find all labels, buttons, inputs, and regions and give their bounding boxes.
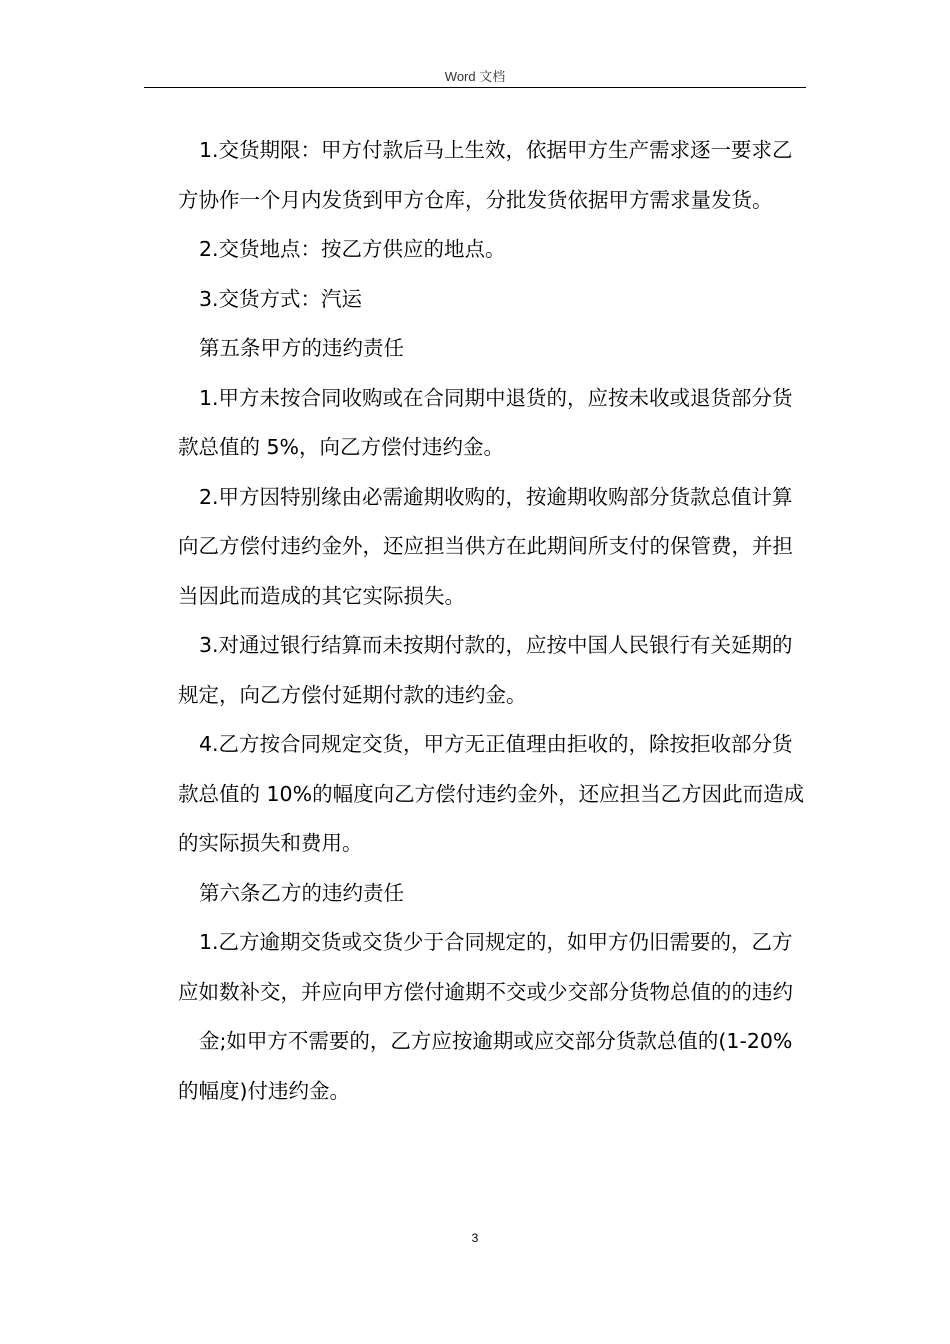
section-heading-party-b-liability: 第六条乙方的违约责任 xyxy=(199,880,404,905)
paragraph-delivery-period: 1.交货期限：甲方付款后马上生效，依据甲方生产需求逐一要求乙方协作一个月内发货到甲方仓库，分批发货依据甲方需求量发货。 xyxy=(178,138,793,212)
paragraph-b-clause-1: 1.乙方逾期交货或交货少于合同规定的，如甲方仍旧需要的，乙方应如数补交，并应向甲方偿付逾期不交或少交部分货物总值的的违约 xyxy=(178,930,793,1004)
paragraph-delivery-method: 3.交货方式：汽运 xyxy=(199,286,363,311)
section-heading-party-a-liability: 第五条甲方的违约责任 xyxy=(199,336,404,360)
page-header: Word 文档 xyxy=(444,69,506,84)
paragraph-b-clause-1-cont: 金;如甲方不需要的，乙方应按逾期或应交部分货款总值的(1-20%的幅度)付违约金。 xyxy=(178,1029,793,1103)
paragraph-a-clause-4: 4.乙方按合同规定交货，甲方无正值理由拒收的，除按拒收部分货款总值的 10%的幅度向乙方偿付违约金外，还应担当乙方因此而造成的实际损失和费用。 xyxy=(178,732,805,855)
paragraph-a-clause-1: 1.甲方未按合同收购或在合同期中退货的，应按未收或退货部分货款总值的 5%，向乙方偿付违约金。 xyxy=(178,385,793,459)
paragraph-a-clause-2: 2.甲方因特别缘由必需逾期收购的，按逾期收购部分货款总值计算向乙方偿付违约金外，还应担当供方在此期间所支付的保管费，并担当因此而造成的其它实际损失。 xyxy=(178,484,793,608)
paragraph-a-clause-3: 3.对通过银行结算而未按期付款的，应按中国人民银行有关延期的规定，向乙方偿付延期付款的违约金。 xyxy=(178,633,793,707)
document-body xyxy=(178,126,806,1116)
paragraph-delivery-place: 2.交货地点：按乙方供应的地点。 xyxy=(199,237,506,261)
header-divider xyxy=(144,87,806,88)
page-number: 3 xyxy=(471,1231,479,1245)
